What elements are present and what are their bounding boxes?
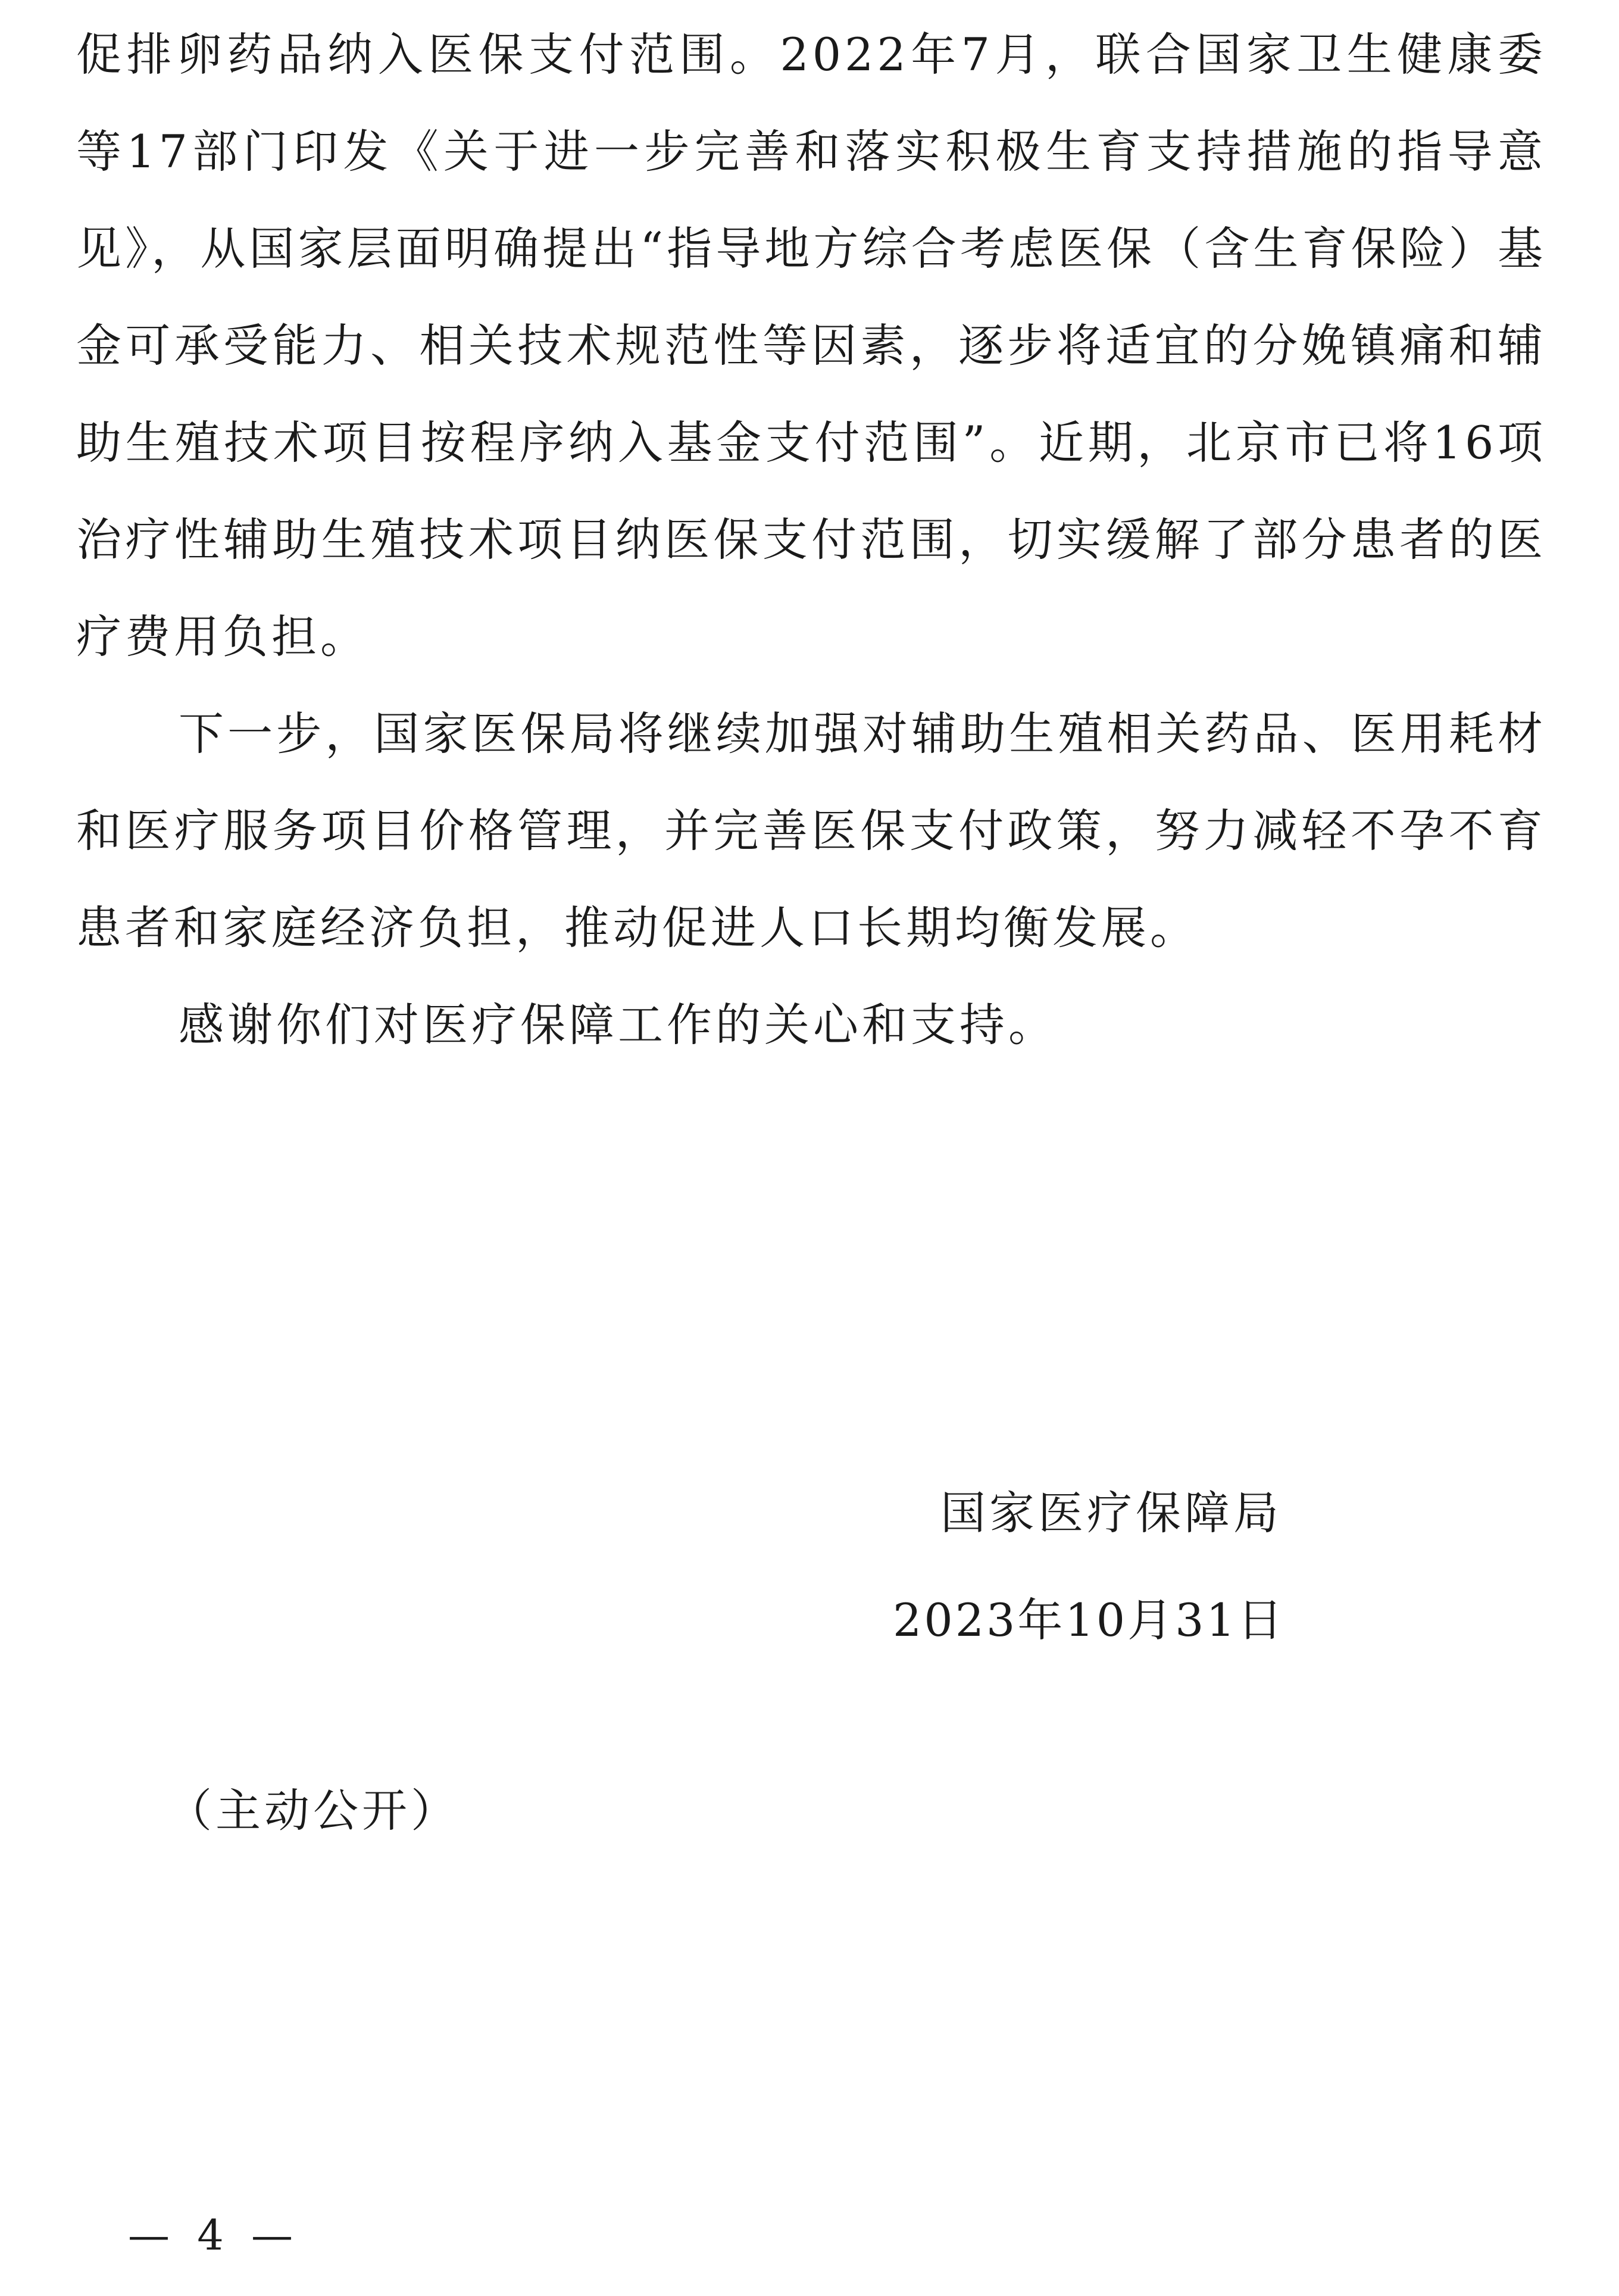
issuer-signature: 国家医疗保障局 xyxy=(940,1486,1282,1539)
publicity-note: （主动公开） xyxy=(167,1784,460,1837)
paragraph-3: 感谢你们对医疗保障工作的关心和支持。 xyxy=(179,998,1057,1051)
paragraph-1: 促排卵药品纳入医保支付范围。2022年7月，联合国家卫生健康委等17部门印发《关于进一步完善和落实积极生育支持措施的指导意见》，从国家层面明确提出“指导地方综合考虑医保（含生育保险）基金可承受能力、相关技术规范性等因素，逐步将适宜的分娩镇痛和辅助生殖技术项目按程序纳入基金支付范围”。近期，北京市已将16项治疗性辅助生殖技术项目纳医保支付范围，切实缓解了部分患者的医疗费用负担。 xyxy=(76,28,1546,663)
document-body xyxy=(76,6,1546,1073)
paragraph-2: 下一步，国家医保局将继续加强对辅助生殖相关药品、医用耗材和医疗服务项目价格管理，并完善医保支付政策，努力减轻不孕不育患者和家庭经济负担，推动促进人口长期均衡发展。 xyxy=(76,707,1546,954)
issue-date: 2023年10月31日 xyxy=(893,1594,1285,1647)
page-number: — 4 — xyxy=(128,2211,301,2260)
